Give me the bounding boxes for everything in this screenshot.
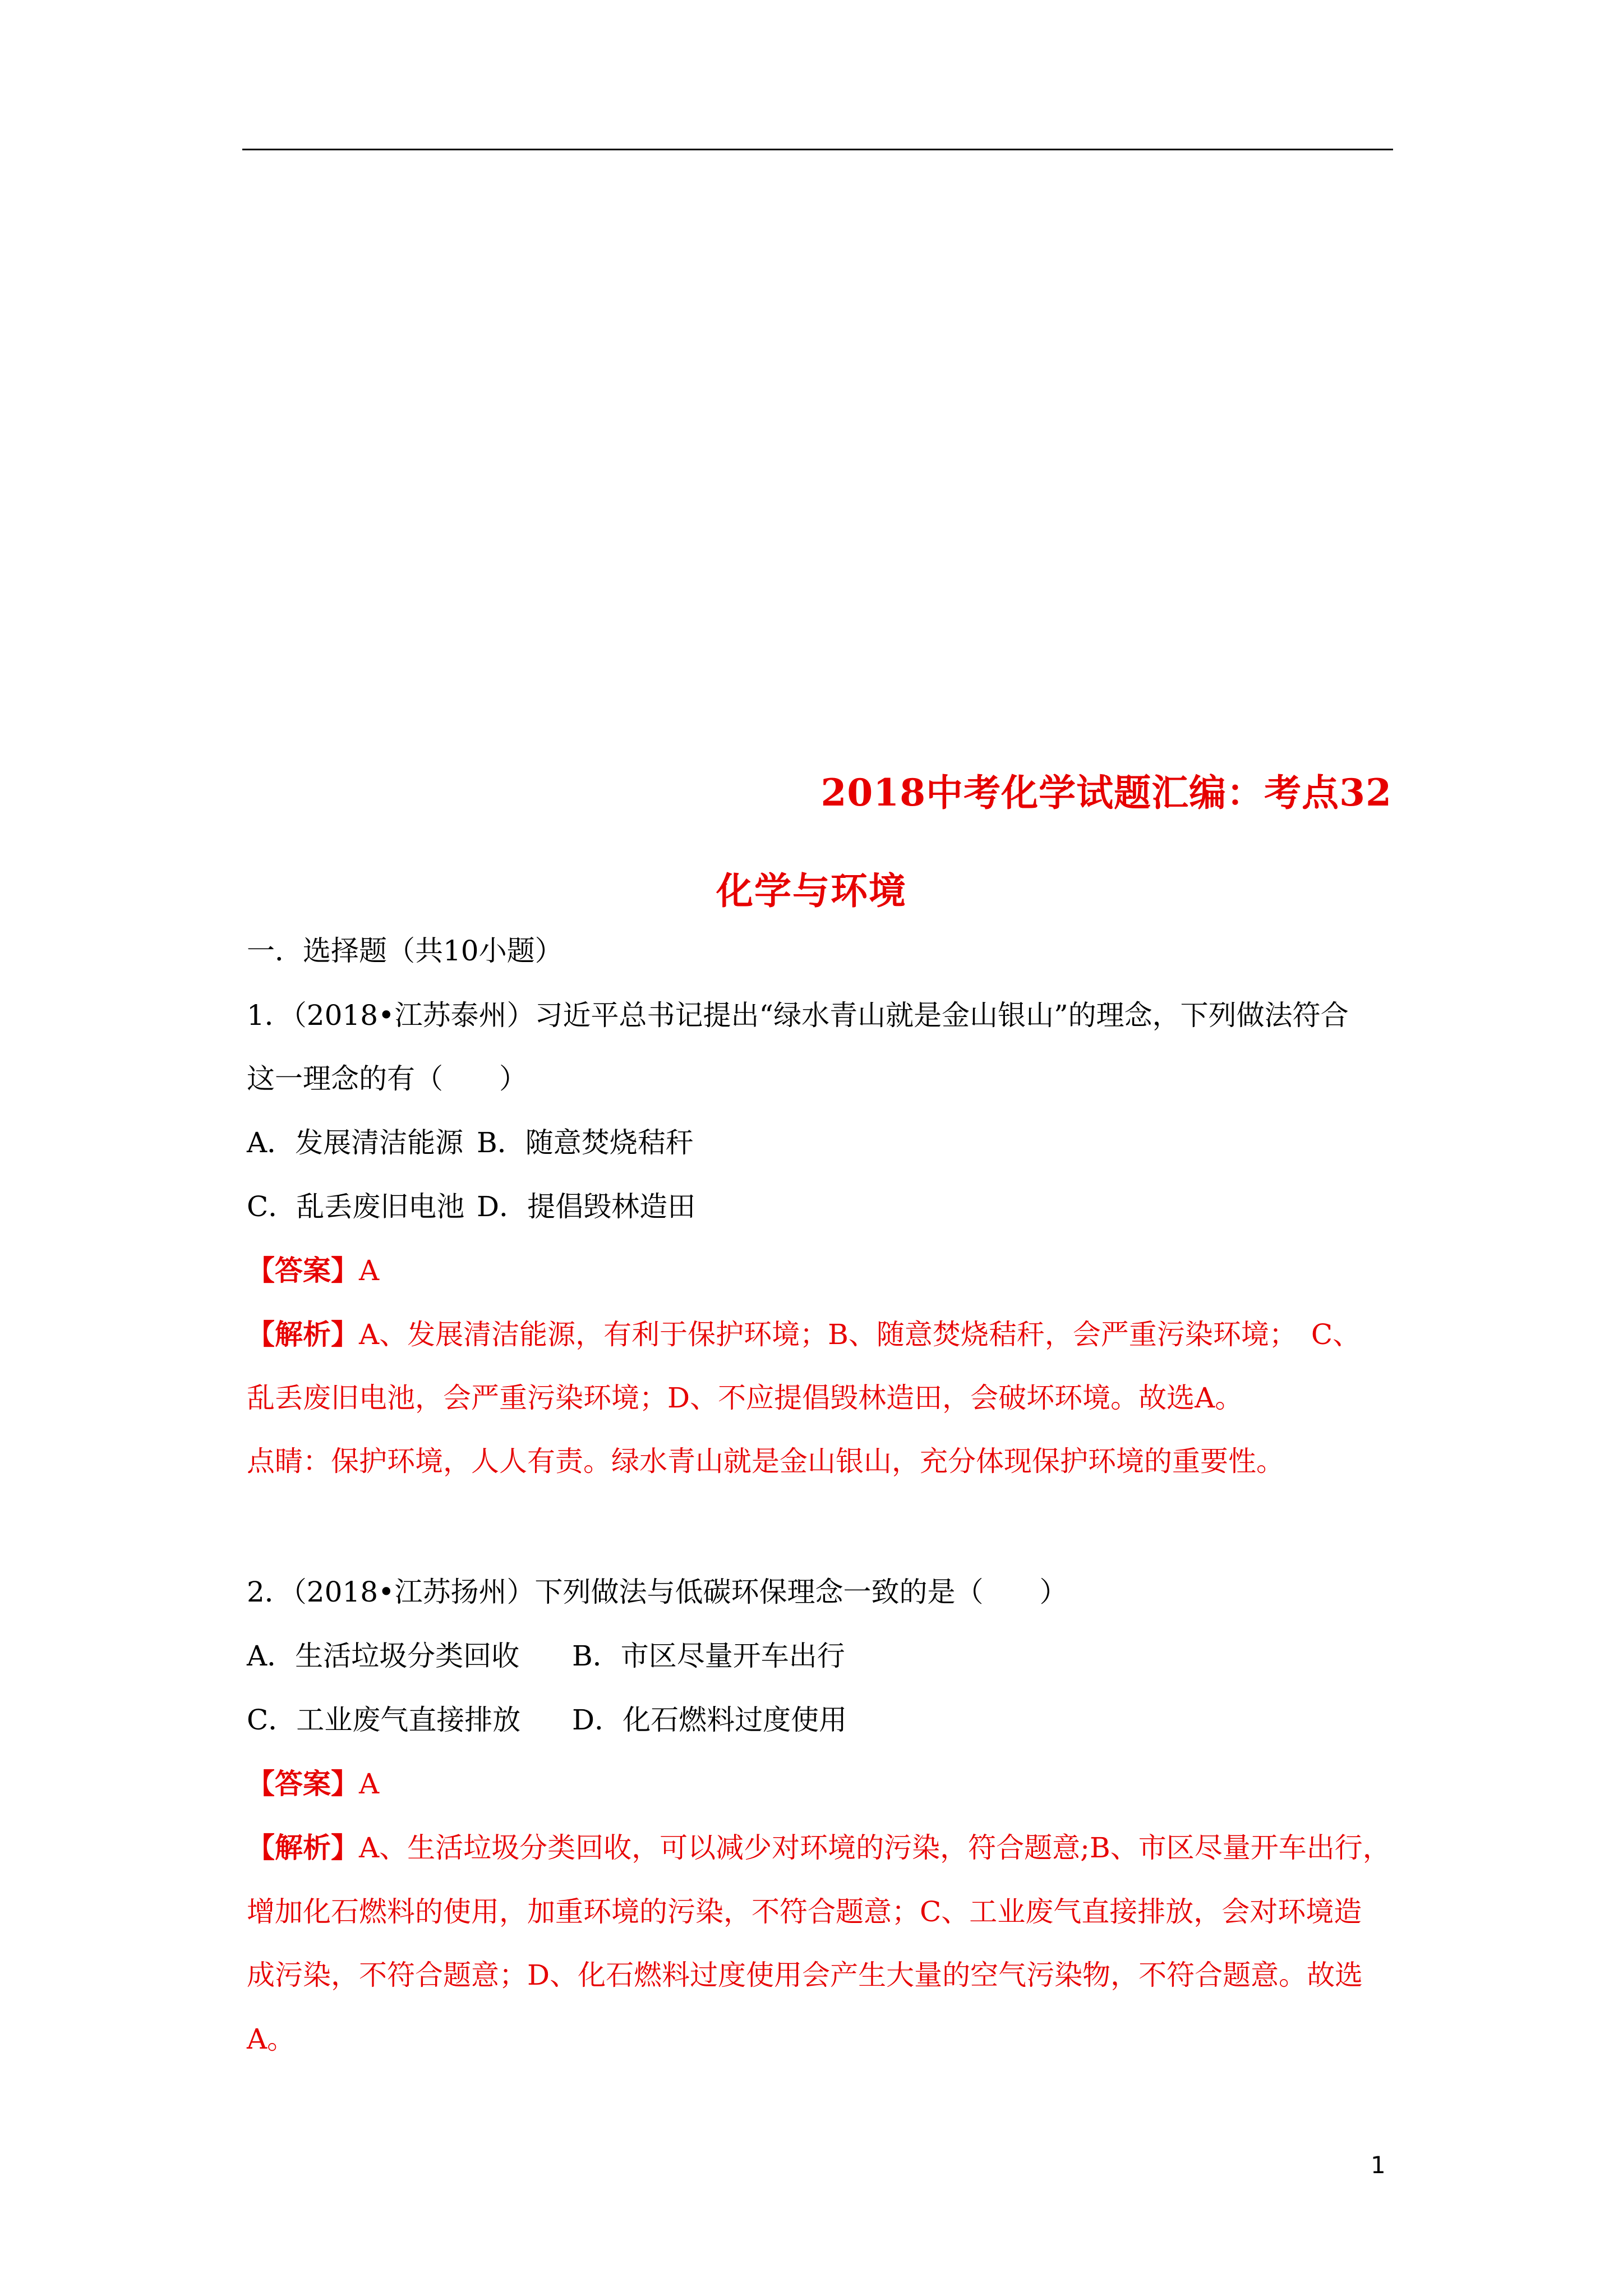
document-title: 2018中考化学试题汇编：考点32 xyxy=(820,771,1392,815)
page-number: 1 xyxy=(1371,2151,1386,2179)
question-2-analysis-cont: 增加化石燃料的使用，加重环境的污染，不符合题意；C、工业废气直接排放，会对环境造 xyxy=(247,1895,1362,1928)
question-1-options-cd xyxy=(247,1190,695,1223)
answer-value: A xyxy=(359,1254,380,1287)
answer-label: 【答案】 xyxy=(247,1254,359,1287)
analysis-text: A、生活垃圾分类回收，可以减少对环境的污染，符合题意;B、市区尽量开车出行， xyxy=(359,1832,1391,1864)
question-1-note: 点睛：保护环境，人人有责。绿水青山就是金山银山，充分体现保护环境的重要性。 xyxy=(247,1445,1284,1478)
answer-label: 【答案】 xyxy=(247,1767,359,1800)
option-b: B．随意焚烧秸秆 xyxy=(477,1126,694,1159)
question-1-analysis xyxy=(247,1318,1361,1351)
question-2-analysis-cont: 成污染，不符合题意；D、化石燃料过度使用会产生大量的空气污染物，不符合题意。故选 xyxy=(247,1959,1363,1991)
option-b: B．市区尽量开车出行 xyxy=(572,1640,845,1672)
answer-value: A xyxy=(359,1768,380,1800)
header-rule xyxy=(242,149,1393,150)
option-c: C．工业废气直接排放 xyxy=(247,1704,521,1736)
question-1-answer xyxy=(247,1254,379,1287)
question-2-analysis-cont: A。 xyxy=(247,2023,296,2055)
question-2-analysis xyxy=(247,1831,1391,1865)
section-heading: 一．选择题（共10小题） xyxy=(247,935,563,967)
question-1-stem: 1．（2018•江苏泰州）习近平总书记提出“绿水青山就是金山银山”的理念，下列做法符合 xyxy=(247,999,1349,1032)
question-2-options-cd xyxy=(247,1703,847,1737)
question-2-stem: 2．（2018•江苏扬州）下列做法与低碳环保理念一致的是（ ） xyxy=(247,1576,1068,1608)
option-c: C．乱丢废旧电池 xyxy=(247,1190,465,1223)
option-a: A．发展清洁能源 xyxy=(247,1126,464,1159)
option-d: D．化石燃料过度使用 xyxy=(572,1704,847,1736)
option-d: D．提倡毁林造田 xyxy=(477,1190,696,1223)
analysis-text: A、发展清洁能源，有利于保护环境；B、随意焚烧秸秆，会严重污染环境； C、 xyxy=(359,1318,1361,1351)
question-1-options-ab xyxy=(247,1126,694,1159)
question-1-analysis-cont: 乱丢废旧电池，会严重污染环境；D、不应提倡毁林造田，会破坏环境。故选A。 xyxy=(247,1382,1243,1414)
option-a: A．生活垃圾分类回收 xyxy=(247,1640,520,1672)
analysis-label: 【解析】 xyxy=(247,1831,359,1864)
question-1-stem-cont: 这一理念的有（ ） xyxy=(247,1062,527,1095)
question-2-answer xyxy=(247,1767,379,1801)
question-2-options-ab xyxy=(247,1639,845,1673)
document-subtitle: 化学与环境 xyxy=(716,869,907,913)
analysis-label: 【解析】 xyxy=(247,1318,359,1351)
